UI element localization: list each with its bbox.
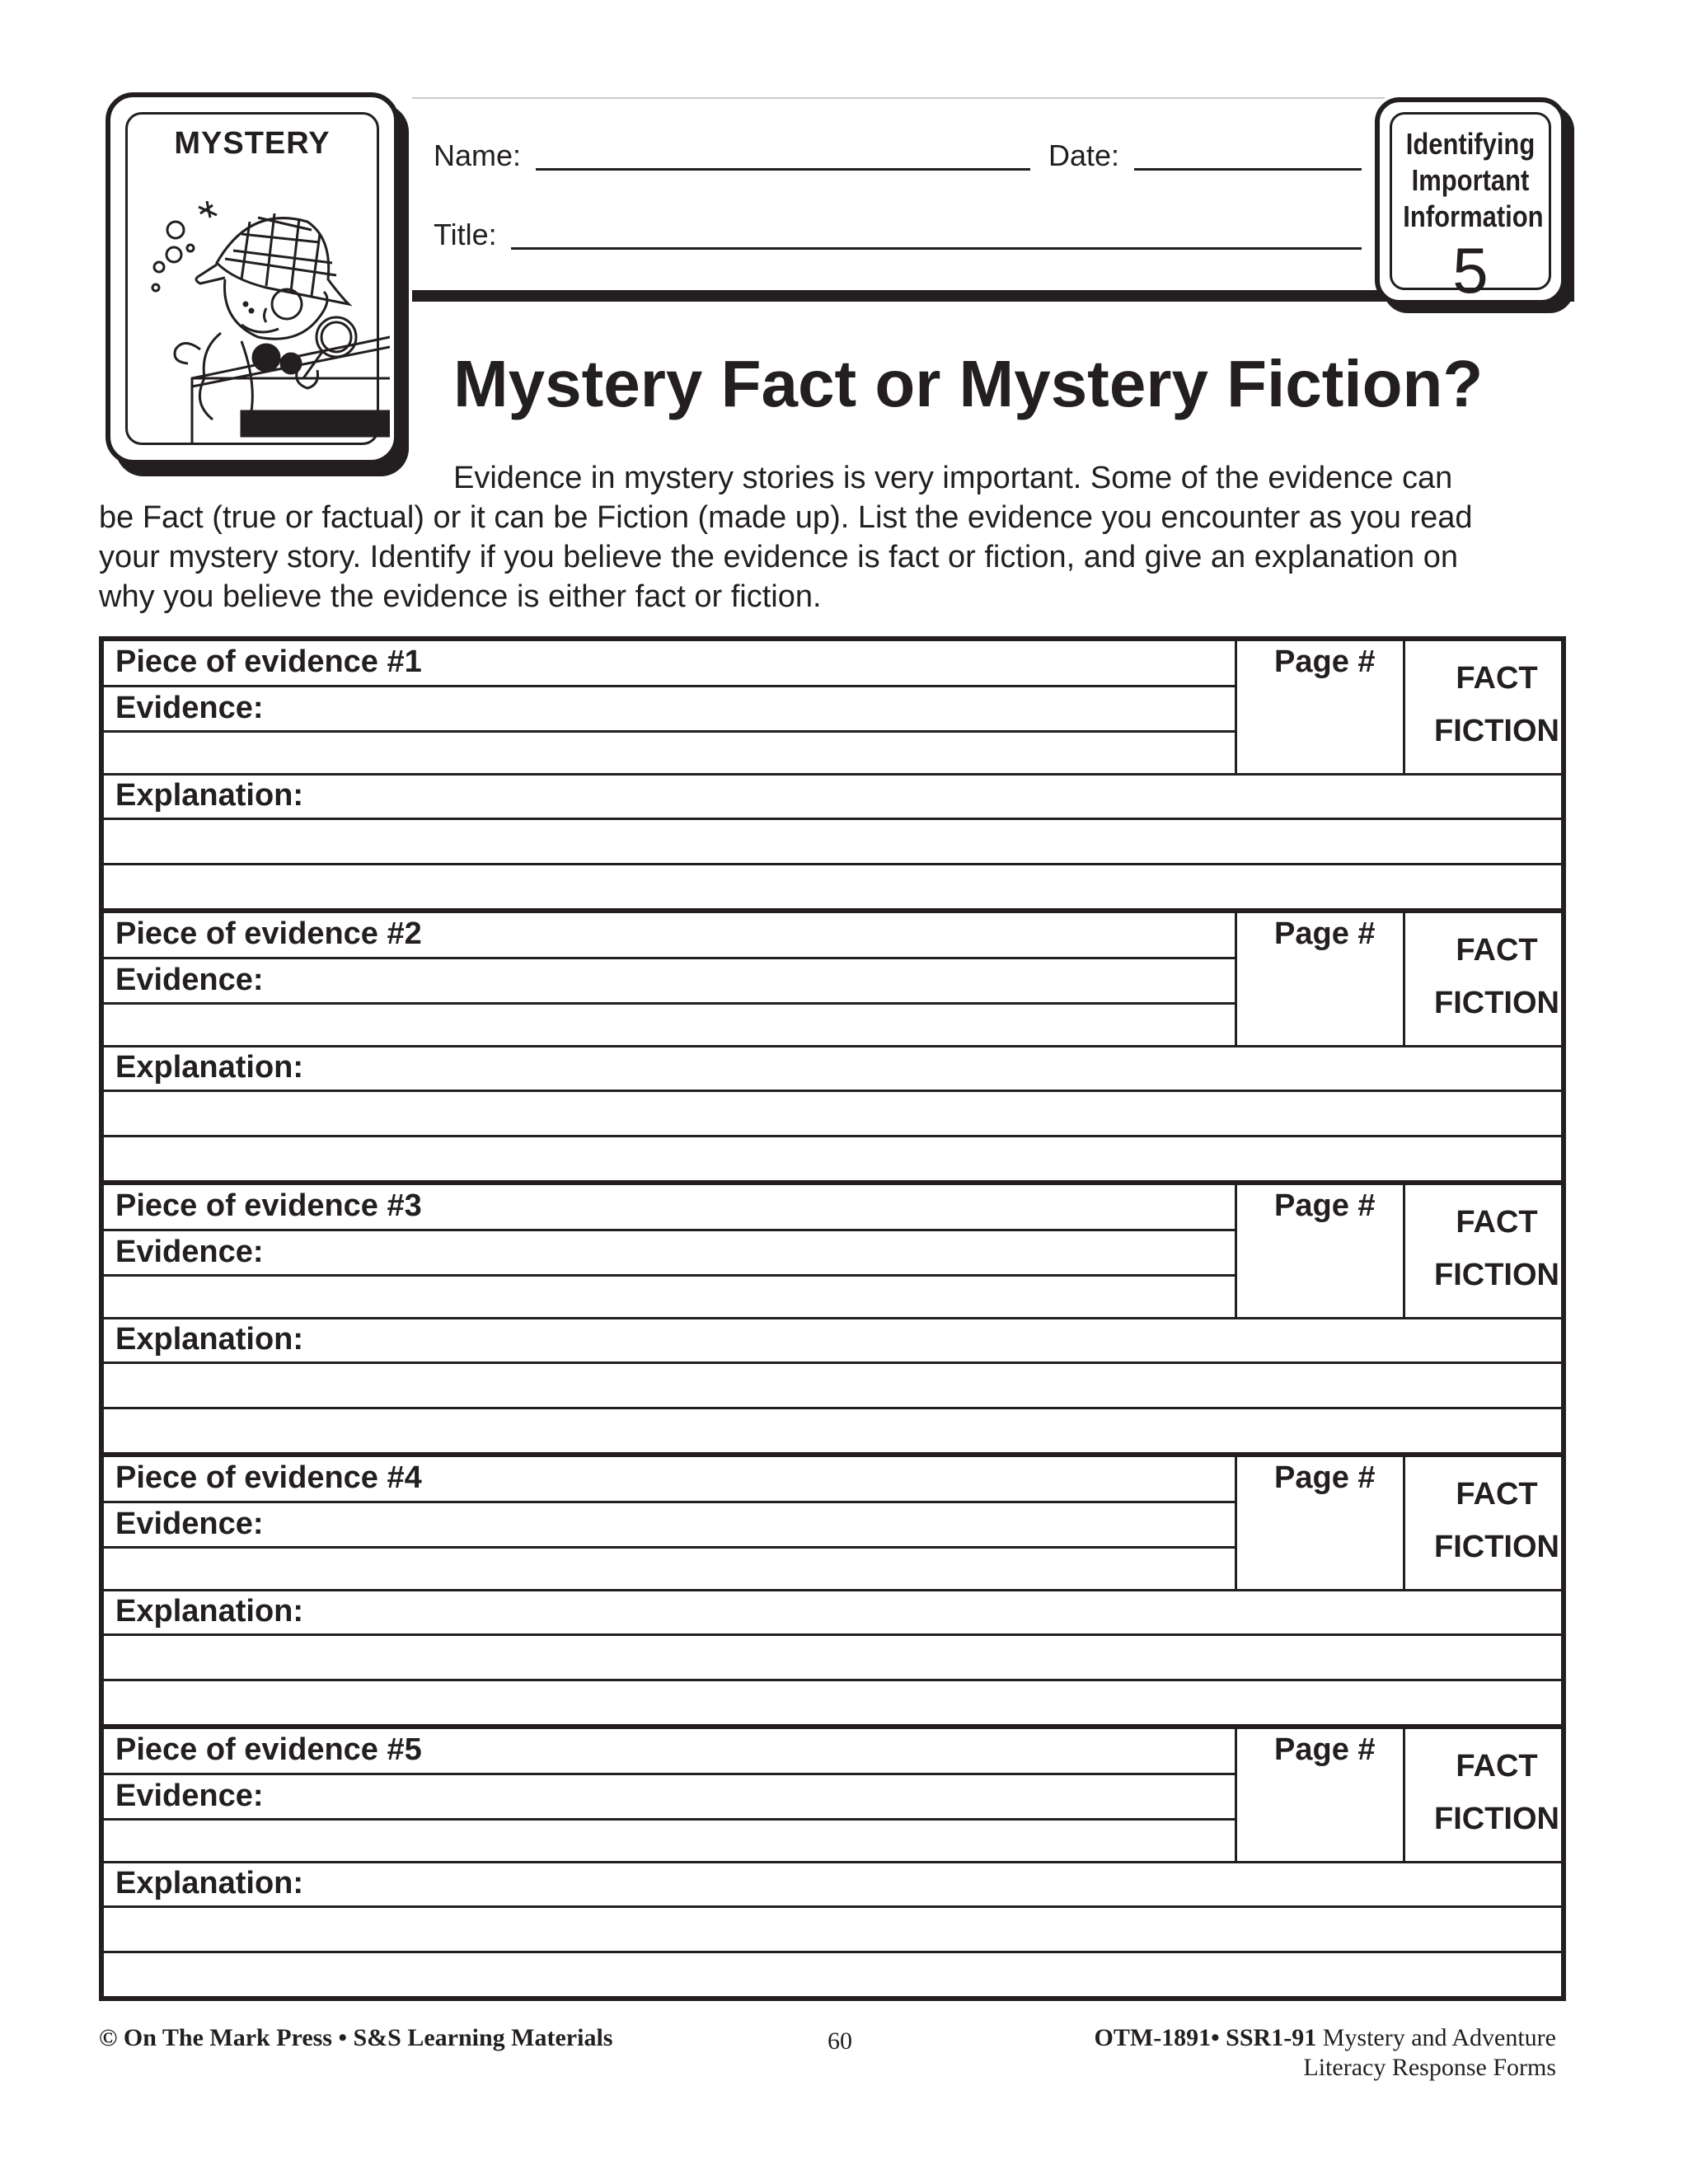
- fact-option[interactable]: FACT: [1456, 1205, 1538, 1240]
- row-rule: [104, 1905, 1561, 1908]
- footer-product-title: Mystery and Adventure: [1322, 2024, 1556, 2051]
- row-rule: [104, 685, 1235, 687]
- row-rule: [104, 863, 1561, 865]
- evidence-block-3: [99, 1180, 1566, 1452]
- evidence-table: [99, 636, 1566, 2001]
- fact-option[interactable]: FACT: [1456, 933, 1538, 968]
- evidence-block-5: [99, 1724, 1566, 2001]
- evidence-label: Evidence:: [115, 691, 264, 725]
- column-rule: [1235, 1729, 1237, 1863]
- evidence-block-1: [99, 636, 1566, 908]
- evidence-block-4: [99, 1452, 1566, 1724]
- intro-line: Evidence in mystery stories is very important. Some of the evidence can: [453, 461, 1453, 495]
- footer-copyright: © On The Mark Press • S&S Learning Materials: [99, 2024, 613, 2051]
- evidence-label: Evidence:: [115, 1507, 264, 1541]
- row-rule: [104, 1818, 1235, 1821]
- row-rule: [104, 1407, 1561, 1409]
- evidence-label: Evidence:: [115, 963, 264, 997]
- row-rule: [104, 1229, 1235, 1231]
- column-rule: [1235, 1185, 1237, 1319]
- row-rule: [104, 1861, 1561, 1863]
- genre-label: MYSTERY: [174, 126, 331, 161]
- fact-option[interactable]: FACT: [1456, 1477, 1538, 1511]
- page-title: Mystery Fact or Mystery Fiction?: [453, 347, 1484, 420]
- header-top-rule: [412, 97, 1385, 99]
- row-rule: [104, 818, 1561, 820]
- page-number-label: Page #: [1274, 644, 1376, 679]
- page-number-label: Page #: [1274, 1460, 1376, 1495]
- row-rule: [104, 730, 1235, 733]
- genre-card-inner-border: [125, 112, 379, 445]
- skill-badge: [1375, 97, 1574, 313]
- column-rule: [1403, 1457, 1405, 1591]
- fact-option[interactable]: FACT: [1456, 661, 1538, 696]
- skill-badge-inner: [1390, 112, 1551, 307]
- skill-badge-face: [1375, 97, 1566, 305]
- title-label: Title:: [434, 218, 497, 251]
- badge-number: 5: [1452, 234, 1489, 307]
- evidence-label: Evidence:: [115, 1235, 264, 1269]
- detective-with-magnifying-glass-icon: [143, 172, 390, 444]
- name-label: Name:: [434, 138, 522, 172]
- footer-product-line: [1095, 2024, 1556, 2052]
- column-rule: [1403, 641, 1405, 776]
- evidence-heading: Piece of evidence #5: [115, 1732, 422, 1767]
- evidence-heading: Piece of evidence #2: [115, 916, 422, 951]
- row-rule: [104, 1589, 1561, 1591]
- footer-product-subtitle: Literacy Response Forms: [1303, 2054, 1556, 2081]
- row-rule: [104, 1045, 1561, 1047]
- footer-page-number: 60: [828, 2027, 852, 2055]
- column-rule: [1403, 913, 1405, 1047]
- row-rule: [104, 1317, 1561, 1319]
- column-rule: [1403, 1729, 1405, 1863]
- evidence-heading: Piece of evidence #4: [115, 1460, 422, 1495]
- explanation-label: Explanation:: [115, 1594, 304, 1629]
- explanation-label: Explanation:: [115, 1050, 304, 1085]
- column-rule: [1235, 913, 1237, 1047]
- column-rule: [1235, 641, 1237, 776]
- row-rule: [104, 1002, 1235, 1005]
- column-rule: [1235, 1457, 1237, 1591]
- fiction-option[interactable]: FICTION: [1434, 1802, 1559, 1836]
- row-rule: [104, 1501, 1235, 1503]
- row-rule: [104, 1546, 1235, 1549]
- page-number-label: Page #: [1274, 1732, 1376, 1767]
- row-rule: [104, 1951, 1561, 1953]
- row-rule: [104, 1633, 1561, 1636]
- date-label: Date:: [1048, 138, 1120, 172]
- badge-line-3: Information: [1403, 199, 1544, 233]
- row-rule: [104, 1274, 1235, 1277]
- footer-product-code: OTM-1891• SSR1-91: [1094, 2024, 1317, 2051]
- row-rule: [104, 957, 1235, 959]
- explanation-label: Explanation:: [115, 1866, 304, 1900]
- row-rule: [104, 1773, 1235, 1775]
- date-field[interactable]: [1134, 168, 1362, 171]
- row-rule: [104, 773, 1561, 776]
- page-number-label: Page #: [1274, 916, 1376, 951]
- fiction-option[interactable]: FICTION: [1434, 1258, 1559, 1292]
- fiction-option[interactable]: FICTION: [1434, 714, 1559, 748]
- title-field[interactable]: [511, 247, 1362, 250]
- badge-line-1: Identifying: [1405, 127, 1536, 161]
- row-rule: [104, 1679, 1561, 1681]
- genre-card: [106, 92, 409, 476]
- evidence-heading: Piece of evidence #1: [115, 644, 422, 679]
- explanation-label: Explanation:: [115, 778, 304, 813]
- explanation-label: Explanation:: [115, 1322, 304, 1357]
- page-number-label: Page #: [1274, 1188, 1376, 1223]
- intro-line: be Fact (true or factual) or it can be Fiction (made up). List the evidence you encounter as you read: [99, 500, 1473, 535]
- column-rule: [1403, 1185, 1405, 1319]
- name-field[interactable]: [536, 168, 1030, 171]
- intro-line: why you believe the evidence is either fact or fiction.: [99, 579, 822, 614]
- evidence-label: Evidence:: [115, 1779, 264, 1813]
- evidence-heading: Piece of evidence #3: [115, 1188, 422, 1223]
- fiction-option[interactable]: FICTION: [1434, 1530, 1559, 1564]
- badge-line-2: Important: [1411, 163, 1530, 197]
- row-rule: [104, 1361, 1561, 1364]
- intro-line: your mystery story. Identify if you believe the evidence is fact or fiction, and give an explanation on: [99, 540, 1458, 574]
- row-rule: [104, 1090, 1561, 1092]
- evidence-block-2: [99, 908, 1566, 1180]
- fiction-option[interactable]: FICTION: [1434, 986, 1559, 1020]
- fact-option[interactable]: FACT: [1456, 1749, 1538, 1783]
- row-rule: [104, 1135, 1561, 1137]
- genre-card-face: [106, 92, 399, 465]
